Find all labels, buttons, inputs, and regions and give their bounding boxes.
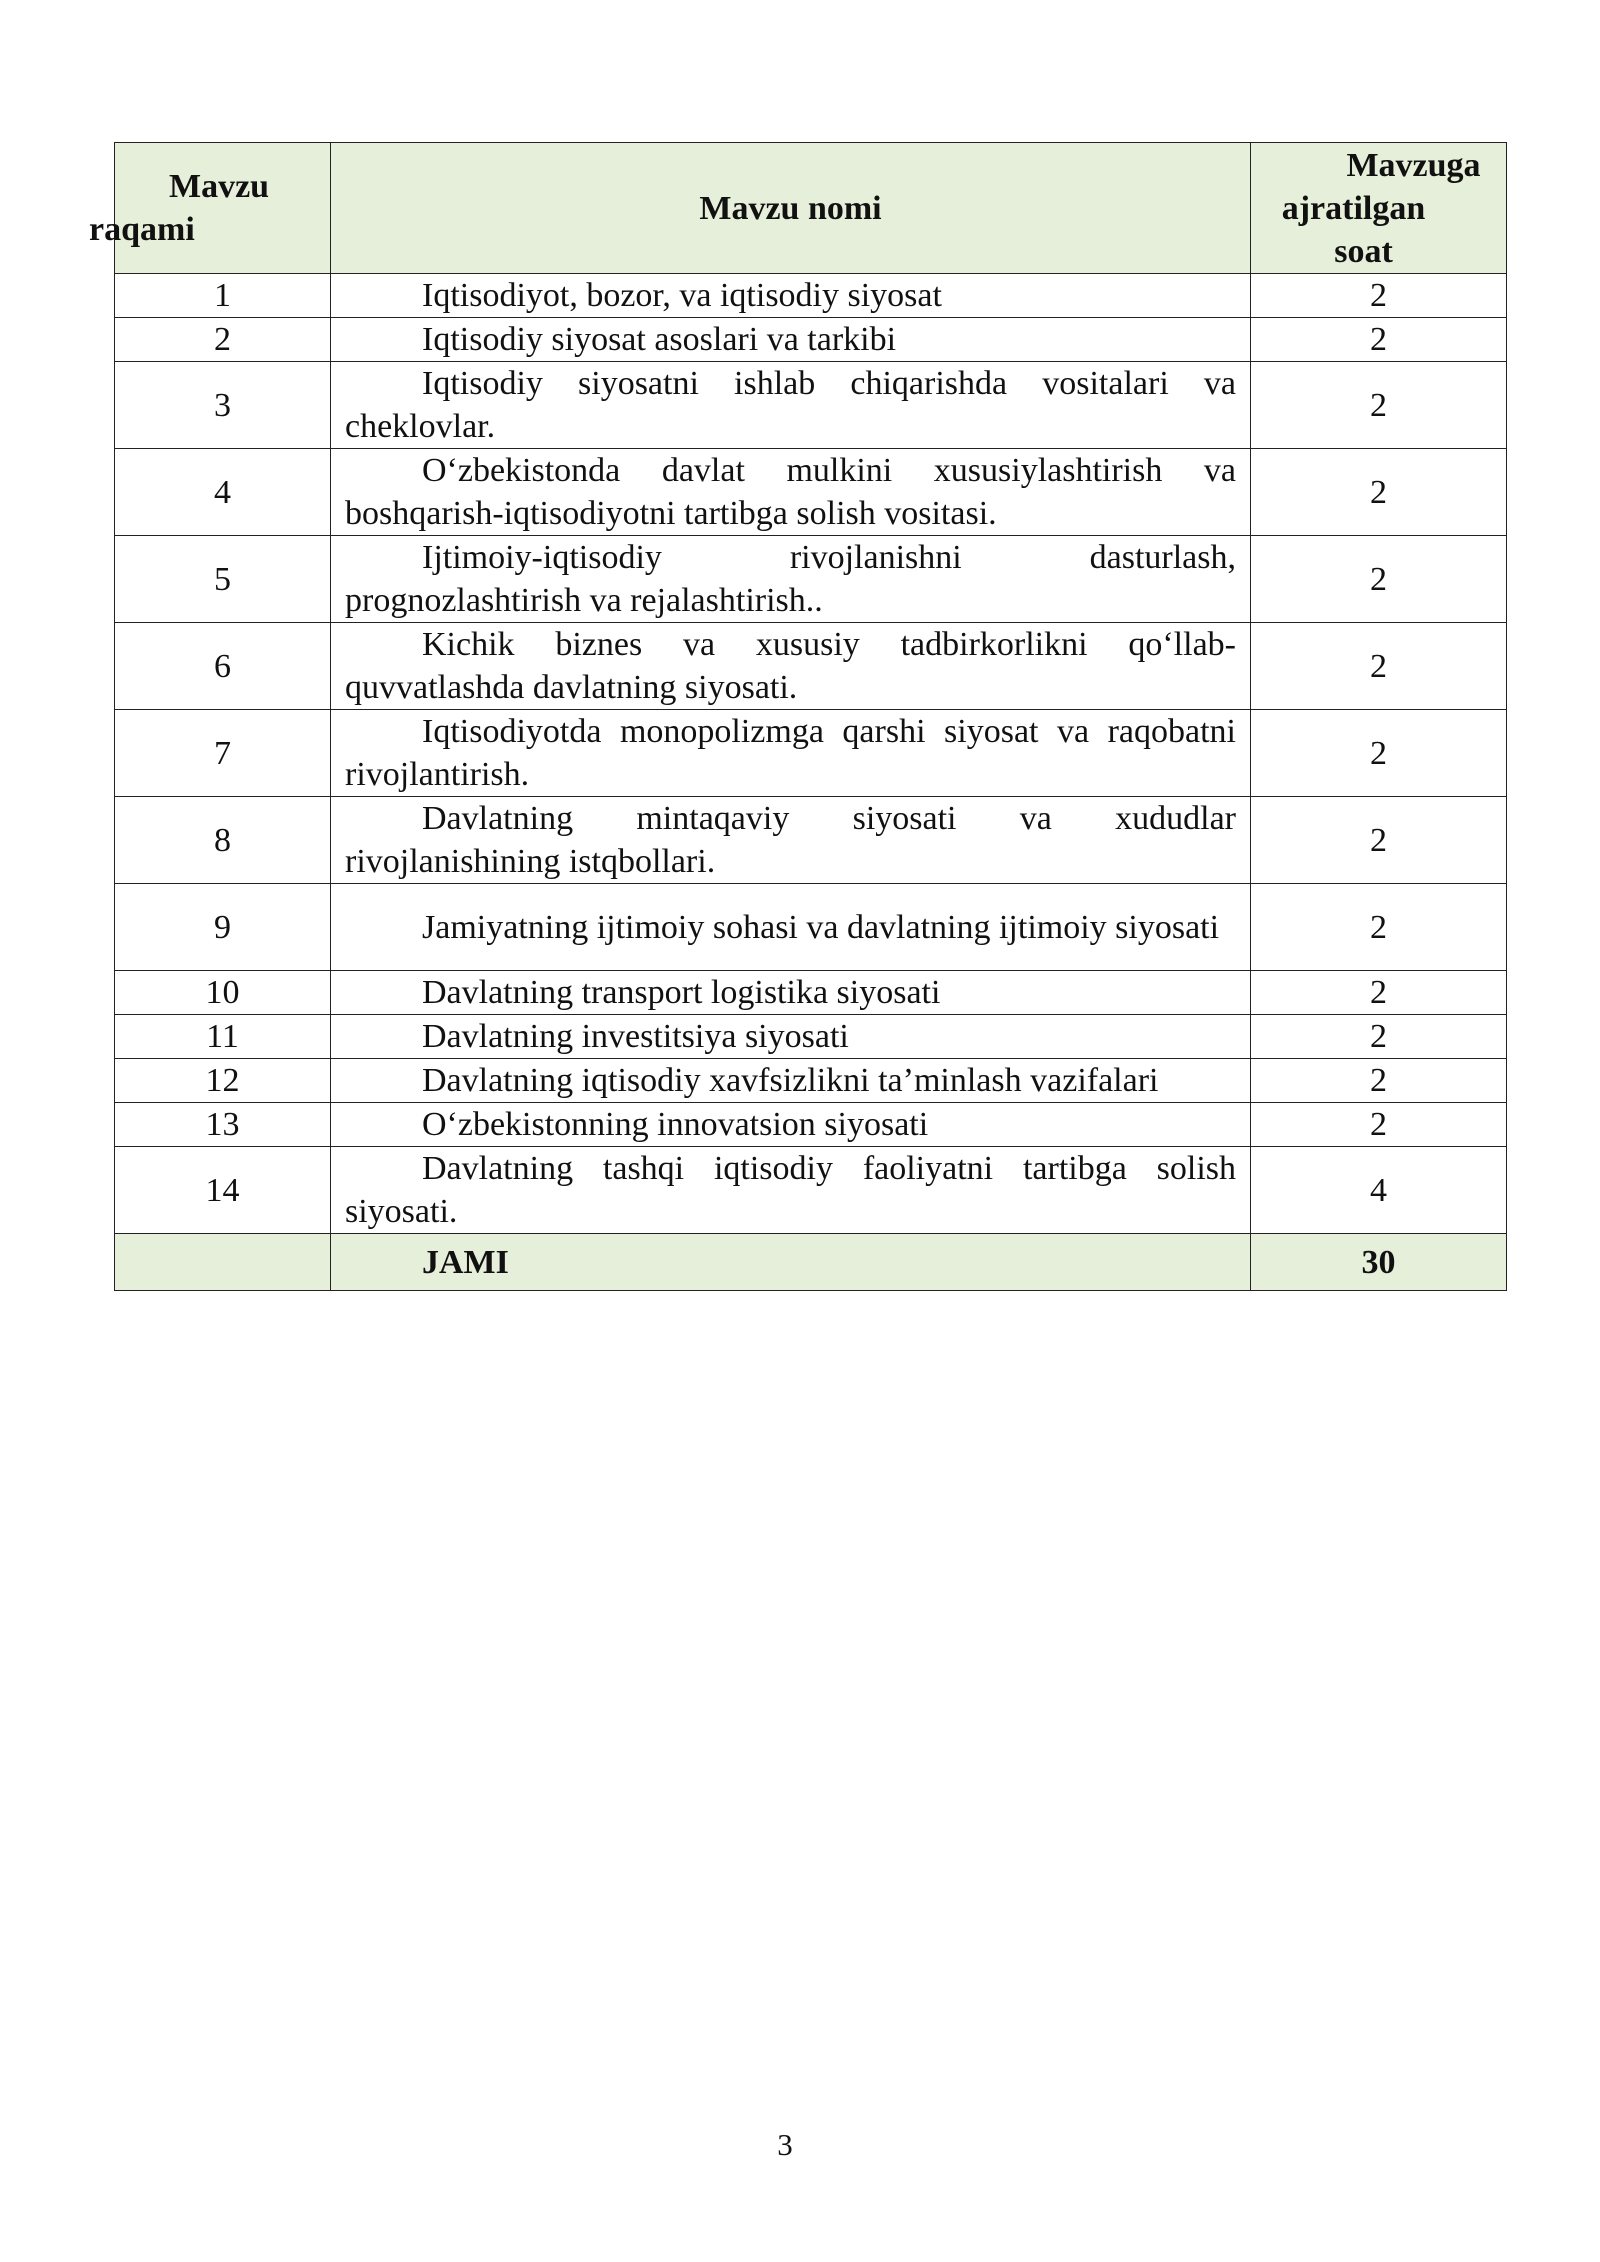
row-topic-name: Jamiyatning ijtimoiy sohasi va davlatning ijtimoiy siyosati [331,884,1251,971]
table-row [115,971,1507,1015]
row-topic-name: Ijtimoiy-iqtisodiy rivojlanishni dasturlash, prognozlashtirish va rejalashtirish.. [331,536,1251,623]
table-total-row [115,1234,1507,1291]
row-hours: 2 [1251,449,1507,536]
row-hours: 2 [1251,274,1507,318]
row-number: 5 [115,536,331,623]
total-empty-cell [115,1234,331,1291]
header-topic-name: Mavzu nomi [331,143,1251,274]
row-number: 6 [115,623,331,710]
row-topic-name: Iqtisodiyot, bozor, va iqtisodiy siyosat [331,274,1251,318]
table-row [115,884,1507,971]
row-number: 10 [115,971,331,1015]
row-number: 7 [115,710,331,797]
row-topic-name: Davlatning tashqi iqtisodiy faoliyatni tartibga solish siyosati. [331,1147,1251,1234]
row-hours: 2 [1251,362,1507,449]
row-number: 3 [115,362,331,449]
row-hours: 2 [1251,623,1507,710]
header-hours-line2: ajratilgan [1281,189,1426,227]
row-hours: 4 [1251,1147,1507,1234]
table-row [115,1015,1507,1059]
row-number: 2 [115,318,331,362]
row-hours: 2 [1251,318,1507,362]
row-topic-name: Iqtisodiy siyosatni ishlab chiqarishda vositalari va cheklovlar. [331,362,1251,449]
table-row [115,362,1507,449]
table-row [115,449,1507,536]
row-number: 8 [115,797,331,884]
row-hours: 2 [1251,1059,1507,1103]
row-hours: 2 [1251,797,1507,884]
row-topic-name: Kichik biznes va xususiy tadbirkorlikni qo‘llab-quvvatlashda davlatning siyosati. [331,623,1251,710]
row-hours: 2 [1251,1015,1507,1059]
row-number: 12 [115,1059,331,1103]
row-number: 4 [115,449,331,536]
total-label: JAMI [331,1234,1251,1291]
header-hours [1251,143,1507,274]
row-number: 14 [115,1147,331,1234]
header-topic-number [89,143,331,274]
table-row [115,318,1507,362]
table-row [115,797,1507,884]
table-header-row [115,143,1507,274]
row-topic-name: Davlatning iqtisodiy xavfsizlikni ta’minlash vazifalari [331,1059,1251,1103]
topics-table [89,142,1507,1291]
row-hours: 2 [1251,536,1507,623]
row-number: 11 [115,1015,331,1059]
row-topic-name: O‘zbekistonda davlat mulkini xususiylashtirish va boshqarish-iqtisodiyotni tartibga solish vositasi. [331,449,1251,536]
row-topic-name: Davlatning investitsiya siyosati [331,1015,1251,1059]
row-topic-name: Davlatning mintaqaviy siyosati va xududlar rivojlanishining istqbollari. [331,797,1251,884]
header-topic-number-line2: raqami [89,211,195,248]
header-hours-line1: Mavzuga [1346,146,1481,184]
row-topic-name: Davlatning transport logistika siyosati [331,971,1251,1015]
table-row [115,1147,1507,1234]
row-hours: 2 [1251,1103,1507,1147]
row-hours: 2 [1251,710,1507,797]
total-hours: 30 [1251,1234,1507,1291]
header-hours-line3: soat [1334,232,1393,270]
row-topic-name: O‘zbekistonning innovatsion siyosati [331,1103,1251,1147]
header-topic-number-line1: Mavzu [169,168,270,205]
row-topic-name: Iqtisodiyotda monopolizmga qarshi siyosat va raqobatni rivojlantirish. [331,710,1251,797]
row-number: 13 [115,1103,331,1147]
row-topic-name: Iqtisodiy siyosat asoslari va tarkibi [331,318,1251,362]
row-number: 1 [115,274,331,318]
row-hours: 2 [1251,971,1507,1015]
row-number: 9 [115,884,331,971]
table-row [115,1059,1507,1103]
table-row [115,623,1507,710]
table-row [115,710,1507,797]
page-number: 3 [777,2127,793,2162]
table-row [115,536,1507,623]
table-row [115,1103,1507,1147]
table-row [115,274,1507,318]
row-hours: 2 [1251,884,1507,971]
